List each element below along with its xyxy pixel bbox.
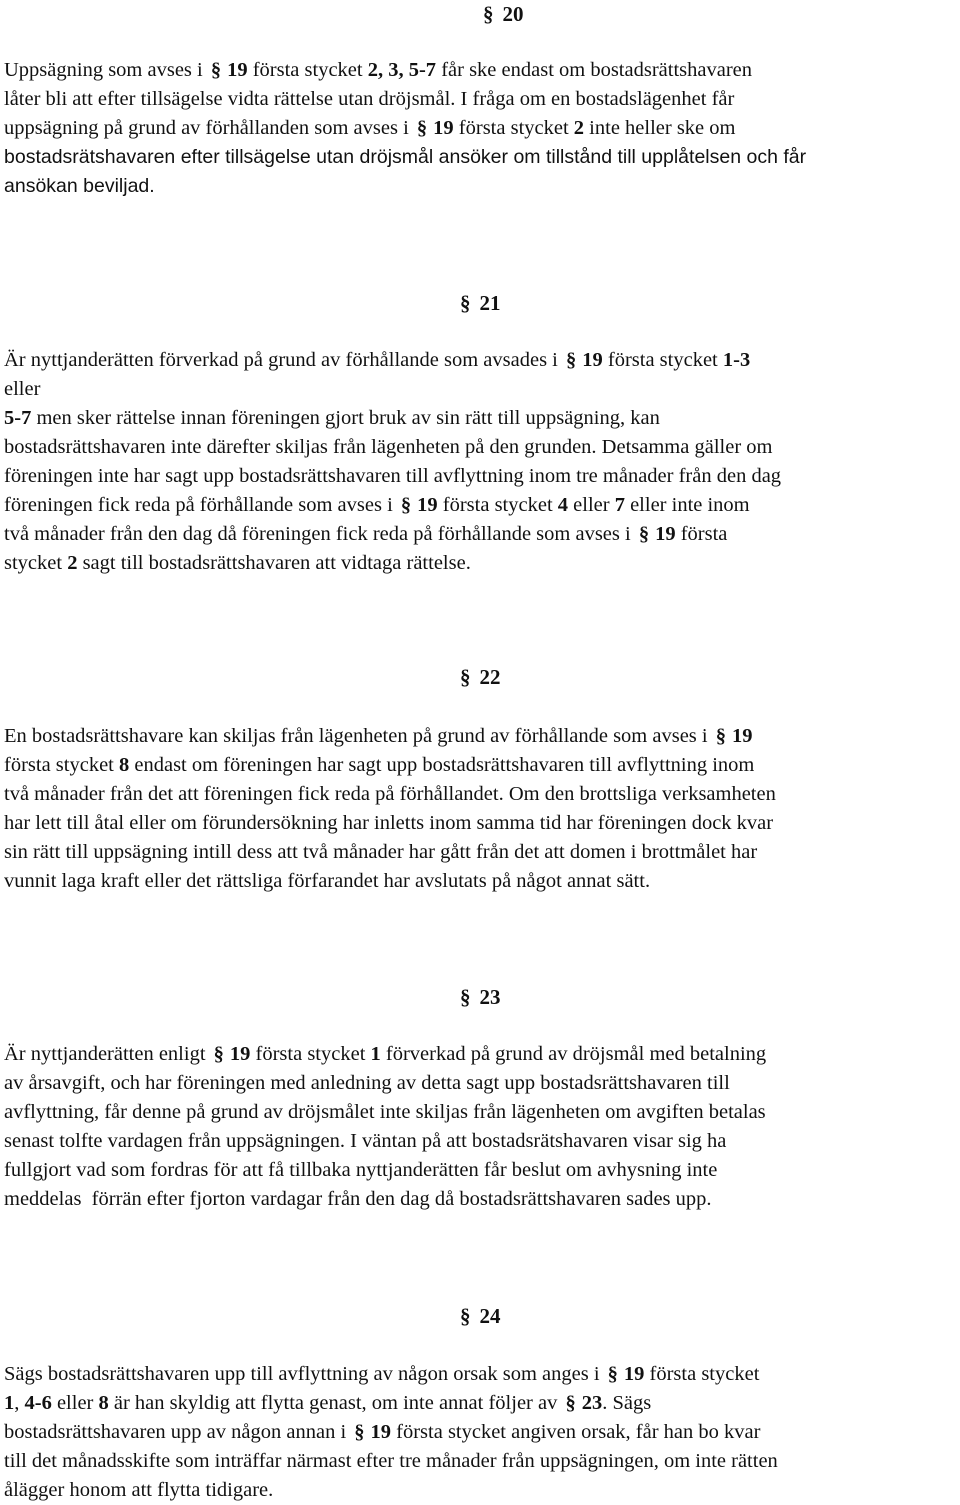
section-sign: § — [400, 494, 412, 516]
section-23-body — [4, 1040, 960, 1214]
text-line — [4, 404, 960, 433]
text-run: avflyttning, får denne på grund av dröjsmålet inte skiljas från lägenheten om avgiften betalas — [4, 1101, 766, 1123]
text-run: förverkad på grund av dröjsmål med betalning — [380, 1043, 767, 1065]
section-22-body — [4, 722, 960, 896]
text-run: vunnit laga kraft eller det rättsliga förfarandet har avslutats på något annat sätt. — [4, 870, 651, 892]
section-sign: § — [416, 117, 428, 139]
section-21-body — [4, 346, 960, 578]
section-heading-24 — [460, 1304, 501, 1328]
text-run: Är nyttjanderätten enligt — [4, 1043, 211, 1065]
text-run: sagt till bostadsrättshavaren att vidtaga rättelse. — [77, 552, 471, 574]
text-run: senast tolfte vardagen från uppsägningen. I väntan på att bostadsrätshavaren visar sig ha — [4, 1130, 727, 1152]
text-line — [4, 751, 960, 780]
text-run: bostadsrätshavaren efter tillsägelse utan dröjsmål ansöker om tillstånd till upplåtelsen och får — [4, 146, 807, 168]
text-run: ålägger honom att flytta tidigare. — [4, 1479, 274, 1501]
text-line — [4, 172, 960, 201]
text-run: är han skyldig att flytta genast, om inte annat följer av — [108, 1392, 563, 1414]
text-run: Är nyttjanderätten förverkad på grund av förhållande som avsades i — [4, 349, 563, 371]
section-heading-23 — [460, 985, 501, 1009]
text-run: första stycket angiven orsak, får han bo kvar — [391, 1421, 761, 1443]
section-sign: § — [715, 725, 726, 747]
text-run: En bostadsrättshavare kan skiljas från lägenheten på grund av förhållande som avses i — [4, 725, 713, 747]
text-run: till det månadsskifte som inträffar närmast efter tre månader från uppsägningen, om inte rätten — [4, 1450, 778, 1472]
text-line — [4, 1127, 960, 1156]
text-run: ansökan beviljad. — [4, 175, 155, 197]
text-line — [4, 1156, 960, 1185]
text-line — [4, 1185, 960, 1214]
reference-number: 19 — [623, 1363, 645, 1385]
text-run: uppsägning på grund av förhållanden som avses i — [4, 117, 414, 139]
text-run: bostadsrättshavaren upp av någon annan i — [4, 1421, 352, 1443]
text-run: av årsavgift, och har föreningen med anledning av detta sagt upp bostadsrättshavaren till — [4, 1072, 730, 1094]
section-sign: § — [638, 523, 650, 545]
text-run: eller — [4, 378, 41, 400]
text-line — [4, 433, 960, 462]
section-number: 24 — [479, 1304, 501, 1328]
text-line — [4, 1447, 960, 1476]
text-run: stycket — [4, 552, 68, 574]
text-line — [4, 838, 960, 867]
reference-number: 7 — [614, 494, 625, 516]
reference-number: 2 — [573, 117, 585, 139]
text-line — [4, 1476, 960, 1505]
reference-number: 19 — [433, 117, 454, 139]
text-run: första stycket — [250, 1043, 371, 1065]
text-run: föreningen fick reda på förhållande som avses i — [4, 494, 398, 516]
text-line — [4, 1389, 960, 1418]
section-heading-22 — [460, 665, 501, 689]
section-24-body — [4, 1360, 960, 1505]
section-sign: § — [565, 1392, 576, 1414]
reference-number: 2 — [67, 552, 78, 574]
section-sign: § — [210, 59, 222, 81]
text-run: två månader från den dag då föreningen fick reda på förhållande som avses i — [4, 523, 636, 545]
text-line — [4, 143, 960, 172]
section-sign: § — [566, 349, 577, 371]
reference-number: 19 — [229, 1043, 251, 1065]
text-run: sin rätt till uppsägning intill dess att två månader har gått från det att domen i brottmålet har — [4, 841, 758, 863]
reference-number: 19 — [370, 1421, 392, 1443]
reference-number: 1 — [370, 1043, 381, 1065]
reference-number: 19 — [582, 349, 603, 371]
section-number: 22 — [479, 665, 501, 689]
reference-number: 2, 3, 5-7 — [367, 59, 437, 81]
text-run: inte heller ske om — [584, 117, 736, 139]
text-line — [4, 549, 960, 578]
text-run: . Sägs — [602, 1392, 652, 1414]
text-line — [4, 462, 960, 491]
reference-number: 19 — [655, 523, 676, 545]
text-line — [4, 867, 960, 896]
text-run: två månader från det att föreningen fick reda på förhållandet. Om den brottsliga verksamheten — [4, 783, 776, 805]
text-run: Sägs bostadsrättshavaren upp till avflyttning av någon orsak som anges i — [4, 1363, 605, 1385]
text-run: första stycket — [602, 349, 723, 371]
text-run: första stycket — [644, 1363, 760, 1385]
section-sign: § — [460, 1304, 471, 1328]
text-line — [4, 1040, 960, 1069]
reference-number: 4-6 — [24, 1392, 52, 1414]
text-run: fullgjort vad som fordras för att få tillbaka nyttjanderätten får beslut om avhysning inte — [4, 1159, 718, 1181]
text-line — [4, 346, 960, 375]
text-run: eller — [568, 494, 615, 516]
text-line — [4, 1098, 960, 1127]
text-line — [4, 375, 960, 404]
reference-number: 19 — [227, 59, 248, 81]
text-run: första stycket — [453, 117, 574, 139]
text-line — [4, 722, 960, 751]
section-number: 20 — [502, 2, 524, 26]
reference-number: 4 — [557, 494, 569, 516]
section-sign: § — [483, 2, 494, 26]
text-run: endast om föreningen har sagt upp bostadsrättshavaren till avflyttning inom — [129, 754, 755, 776]
text-line — [4, 1418, 960, 1447]
text-line — [4, 85, 960, 114]
section-heading-20 — [483, 2, 524, 26]
section-sign: § — [460, 665, 471, 689]
text-line — [4, 1360, 960, 1389]
text-run: första stycket — [4, 754, 119, 776]
text-line — [4, 520, 960, 549]
text-line — [4, 809, 960, 838]
text-run: eller inte inom — [624, 494, 750, 516]
section-sign: § — [607, 1363, 618, 1385]
section-sign: § — [460, 291, 471, 315]
text-run: bostadsrättshavaren inte därefter skiljas från lägenheten på den grunden. Detsamma gäller om — [4, 436, 773, 458]
section-number: 23 — [479, 985, 501, 1009]
reference-number: 5-7 — [4, 407, 32, 429]
text-line — [4, 780, 960, 809]
section-20-body — [4, 56, 960, 201]
section-heading-21 — [460, 291, 501, 315]
reference-number: 19 — [731, 725, 753, 747]
text-line — [4, 56, 960, 85]
text-run: Uppsägning som avses i — [4, 59, 208, 81]
section-sign: § — [460, 985, 471, 1009]
text-run: , — [14, 1392, 25, 1414]
section-number: 21 — [479, 291, 501, 315]
reference-number: 1 — [4, 1392, 15, 1414]
reference-number: 1-3 — [722, 349, 751, 371]
reference-number: 8 — [98, 1392, 109, 1414]
text-run: har lett till åtal eller om förundersökning har inletts inom samma tid har föreningen dock kvar — [4, 812, 774, 834]
reference-number: 23 — [581, 1392, 603, 1414]
section-sign: § — [354, 1421, 365, 1443]
text-run: första — [675, 523, 728, 545]
text-run: eller — [51, 1392, 99, 1414]
reference-number: 19 — [417, 494, 438, 516]
text-line — [4, 114, 960, 143]
text-run: men sker rättelse innan föreningen gjort bruk av sin rätt till uppsägning, kan — [31, 407, 660, 429]
section-sign: § — [213, 1043, 224, 1065]
text-line — [4, 1069, 960, 1098]
text-run: meddelas förrän efter fjorton vardagar från den dag då bostadsrättshavaren sades upp. — [4, 1188, 712, 1210]
text-run: föreningen inte har sagt upp bostadsrättshavaren till avflyttning inom tre månader från den dag — [4, 465, 782, 487]
text-run: låter bli att efter tillsägelse vidta rättelse utan dröjsmål. I fråga om en bostadslägenhet får — [4, 88, 735, 110]
text-run: får ske endast om bostadsrättshavaren — [436, 59, 753, 81]
reference-number: 8 — [119, 754, 130, 776]
text-run: första stycket — [437, 494, 558, 516]
text-run: första stycket — [247, 59, 368, 81]
text-line — [4, 491, 960, 520]
